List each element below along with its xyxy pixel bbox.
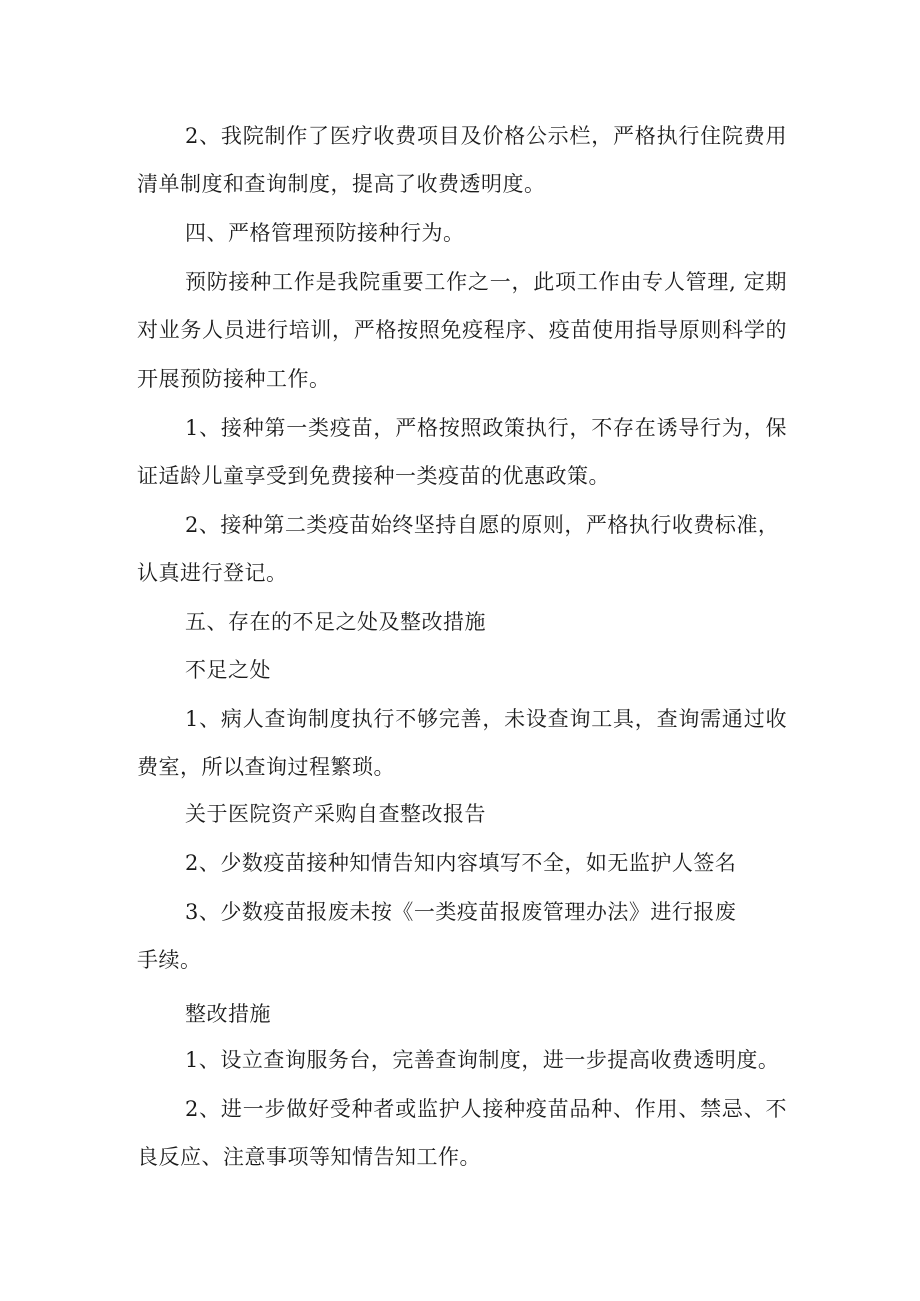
- paragraph-line: 2、少数疫苗接种知情告知内容填写不全，如无监护人签名: [185, 851, 737, 875]
- paragraph-line: 对业务人员进行培训，严格按照免疫程序、疫苗使用指导原则科学的: [137, 318, 787, 342]
- paragraph-line: 2、进一步做好受种者或监护人接种疫苗品种、作用、禁忌、不: [185, 1097, 787, 1121]
- inserted-title-line: 关于医院资产采购自查整改报告: [185, 802, 486, 826]
- paragraph-line: 费室，所以查询过程繁琐。: [137, 755, 395, 779]
- section-heading: 四、严格管理预防接种行为。: [185, 221, 465, 245]
- paragraph-line: 预防接种工作是我院重要工作之一，此项工作由专人管理, 定期: [185, 270, 787, 294]
- paragraph-line: 开展预防接种工作。: [137, 367, 331, 391]
- subsection-heading: 不足之处: [185, 658, 271, 682]
- paragraph-line: 清单制度和查询制度，提高了收费透明度。: [137, 172, 546, 196]
- paragraph-line: 手续。: [137, 948, 202, 972]
- paragraph-line: 1、设立查询服务台，完善查询制度，进一步提高收费透明度。: [185, 1048, 780, 1072]
- paragraph-line: 2、我院制作了医疗收费项目及价格公示栏，严格执行住院费用: [185, 124, 787, 148]
- subsection-heading: 整改措施: [185, 1002, 271, 1026]
- paragraph-line: 3、少数疫苗报废未按《一类疫苗报废管理办法》进行报废: [185, 900, 737, 924]
- paragraph-line: 2、接种第二类疫苗始终坚持自愿的原则，严格执行收费标准，: [185, 513, 780, 537]
- section-heading: 五、存在的不足之处及整改措施: [185, 610, 486, 634]
- paragraph-line: 证适龄儿童享受到免费接种一类疫苗的优惠政策。: [137, 464, 610, 488]
- paragraph-line: 认真进行登记。: [137, 561, 288, 585]
- paragraph-line: 良反应、注意事项等知情告知工作。: [137, 1145, 481, 1169]
- paragraph-line: 1、接种第一类疫苗，严格按照政策执行，不存在诱导行为，保: [185, 416, 787, 440]
- paragraph-line: 1、病人查询制度执行不够完善，未设查询工具，查询需通过收: [185, 707, 787, 731]
